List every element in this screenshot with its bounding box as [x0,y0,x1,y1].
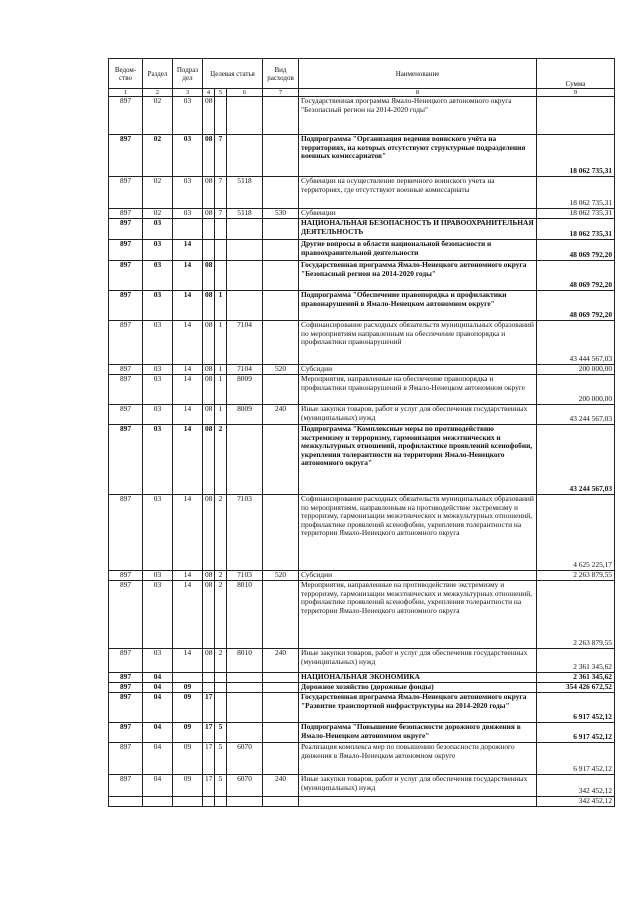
row-subprogram-code: 1 [215,291,227,321]
row-expense-type: 240 [263,649,299,673]
row-subprogram-code: 1 [215,405,227,425]
row-sum: 2 361 345,62 [537,673,615,683]
row-sum: 48 069 792,20 [537,291,615,321]
row-article-code: 7103 [227,495,263,571]
row-name: Субсидии [299,365,537,375]
row-podrazdel: 14 [173,240,203,261]
row-sum: 342 452,12 [537,775,615,797]
row-program-code [203,673,215,683]
row-razdel: 03 [143,365,173,375]
row-subprogram-code: 7 [215,135,227,177]
row-razdel: 03 [143,581,173,649]
row-razdel: 03 [143,375,173,405]
row-name: Софинансирование расходных обязательств муниципальных образований по мероприятиям направленным на обеспечение правопорядка и профилактики правонарушений [299,321,537,365]
row-vedomstvo [109,797,143,807]
row-podrazdel: 09 [173,775,203,797]
row-name: Иные закупки товаров, работ и услуг для обеспечения государственных (муниципальных) нужд [299,405,537,425]
row-name [299,797,537,807]
row-program-code [203,219,215,240]
row-expense-type [263,797,299,807]
row-subprogram-code: 2 [215,581,227,649]
table-row [109,649,615,673]
row-sum: 18 062 735,31 [537,219,615,240]
col-number: 7 [263,89,299,97]
row-vedomstvo: 897 [109,261,143,291]
row-sum: 6 917 452,12 [537,693,615,723]
row-article-code: 6070 [227,743,263,775]
row-podrazdel: 03 [173,97,203,135]
row-subprogram-code [215,97,227,135]
row-subprogram-code [215,219,227,240]
row-article-code: 8009 [227,375,263,405]
table-row [109,219,615,240]
row-article-code [227,723,263,743]
row-name: Мероприятия, направленные на противодействие экстремизму и терроризму, гармонизации межэтнических и межкультурных отношений, профилактике проявлений ксенофобии, укрепления толерантности на территории Ямало-Ненецкого автономного округа [299,581,537,649]
row-subprogram-code [215,797,227,807]
row-podrazdel: 03 [173,177,203,209]
table-row [109,291,615,321]
table-row [109,177,615,209]
row-expense-type: 520 [263,365,299,375]
row-sum: 18 062 735,31 [537,209,615,219]
row-expense-type: 240 [263,405,299,425]
row-podrazdel: 03 [173,135,203,177]
header-razdel: Раздел [143,59,173,89]
row-podrazdel: 09 [173,743,203,775]
row-article-code [227,425,263,495]
row-expense-type [263,135,299,177]
row-podrazdel: 14 [173,495,203,571]
row-vedomstvo: 897 [109,649,143,673]
row-subprogram-code [215,693,227,723]
row-subprogram-code [215,683,227,693]
col-number: 9 [537,89,615,97]
row-name: Софинансирование расходных обязательств муниципальных образований по мероприятиям, направленным на противодействие экстремизму и терроризму, гармонизации межэтнических и межкультурных отношений, профилактике проявлений ксенофобии, укрепления толерантности на территории Ямало-Ненецкого автономного округа [299,495,537,571]
row-vedomstvo: 897 [109,581,143,649]
row-name: Другие вопросы в области национальной безопасности и правоохранительной деятельности [299,240,537,261]
row-article-code [227,673,263,683]
row-article-code [227,219,263,240]
row-podrazdel: 14 [173,291,203,321]
row-subprogram-code: 5 [215,775,227,797]
row-razdel: 04 [143,775,173,797]
row-name: Иные закупки товаров, работ и услуг для обеспечения государственных (муниципальных) нужд [299,775,537,797]
row-expense-type [263,177,299,209]
row-razdel: 04 [143,673,173,683]
row-subprogram-code: 7 [215,177,227,209]
row-program-code: 17 [203,775,215,797]
row-subprogram-code: 1 [215,375,227,405]
col-number: 1 [109,89,143,97]
row-vedomstvo: 897 [109,683,143,693]
row-article-code [227,97,263,135]
table-row [109,797,615,807]
row-sum: 18 062 735,31 [537,177,615,209]
row-name: Государственная программа Ямало-Ненецкого автономного округа "Безопасный регион на 2014-2020 годы" [299,97,537,135]
row-expense-type: 240 [263,775,299,797]
table-row [109,683,615,693]
table-row [109,240,615,261]
table-row [109,405,615,425]
row-program-code: 08 [203,649,215,673]
row-vedomstvo: 897 [109,135,143,177]
row-razdel: 03 [143,425,173,495]
row-expense-type [263,97,299,135]
row-name: НАЦИОНАЛЬНАЯ БЕЗОПАСНОСТЬ И ПРАВООХРАНИТЕЛЬНАЯ ДЕЯТЕЛЬНОСТЬ [299,219,537,240]
row-vedomstvo: 897 [109,405,143,425]
row-sum: 354 426 672,52 [537,683,615,693]
row-sum [537,97,615,135]
row-vedomstvo: 897 [109,375,143,405]
row-sum: 342 452,12 [537,797,615,807]
row-article-code: 7104 [227,321,263,365]
row-article-code: 5118 [227,209,263,219]
row-sum: 2 263 879,55 [537,581,615,649]
row-program-code: 17 [203,723,215,743]
row-sum: 4 625 225,17 [537,495,615,571]
row-vedomstvo: 897 [109,571,143,581]
table-row [109,775,615,797]
row-razdel: 03 [143,219,173,240]
row-program-code: 08 [203,405,215,425]
row-expense-type: 520 [263,571,299,581]
row-name: Подпрограмма "Обеспечение правопорядка и профилактики правонарушений в Ямало-Ненецком автономном округе" [299,291,537,321]
row-program-code: 08 [203,97,215,135]
row-subprogram-code: 1 [215,321,227,365]
row-sum: 43 444 567,03 [537,321,615,365]
row-podrazdel: 14 [173,571,203,581]
table-row [109,723,615,743]
row-podrazdel: 14 [173,405,203,425]
row-vedomstvo: 897 [109,219,143,240]
row-subprogram-code: 7 [215,209,227,219]
row-podrazdel: 09 [173,683,203,693]
row-subprogram-code: 2 [215,571,227,581]
row-vedomstvo: 897 [109,673,143,683]
row-vedomstvo: 897 [109,365,143,375]
budget-table-sheet [108,58,614,807]
row-vedomstvo: 897 [109,291,143,321]
row-sum: 2 263 879,55 [537,571,615,581]
table-row [109,693,615,723]
col-number: 2 [143,89,173,97]
row-expense-type [263,743,299,775]
row-podrazdel: 09 [173,693,203,723]
row-expense-type [263,673,299,683]
row-razdel: 04 [143,723,173,743]
row-razdel: 02 [143,97,173,135]
row-sum: 43 244 567,03 [537,405,615,425]
row-article-code [227,240,263,261]
row-name: Субвенции [299,209,537,219]
row-expense-type [263,495,299,571]
row-expense-type [263,240,299,261]
row-article-code [227,135,263,177]
table-row [109,425,615,495]
row-vedomstvo: 897 [109,97,143,135]
row-podrazdel [173,219,203,240]
header-vedomstvo: Ведом-ство [109,59,143,89]
row-name: НАЦИОНАЛЬНАЯ ЭКОНОМИКА [299,673,537,683]
row-program-code [203,240,215,261]
row-razdel: 03 [143,571,173,581]
column-number-row [109,89,615,97]
row-sum: 48 069 792,20 [537,240,615,261]
row-article-code [227,693,263,723]
row-name: Реализация комплекса мер по повышению безопасности дорожного движения в Ямало-Ненецком автономном округе [299,743,537,775]
row-expense-type [263,291,299,321]
row-article-code [227,291,263,321]
col-number: 6 [227,89,263,97]
row-razdel: 04 [143,743,173,775]
row-expense-type [263,693,299,723]
row-expense-type [263,425,299,495]
header-row [109,59,615,89]
col-number: 8 [299,89,537,97]
row-article-code: 8009 [227,405,263,425]
row-program-code [203,797,215,807]
row-expense-type [263,683,299,693]
row-article-code: 8010 [227,649,263,673]
row-razdel: 03 [143,495,173,571]
row-program-code [203,683,215,693]
row-expense-type [263,321,299,365]
table-row [109,571,615,581]
row-name: Государственная программа Ямало-Ненецкого автономного округа "Безопасный регион на 2014-2020 годы" [299,261,537,291]
row-program-code: 17 [203,743,215,775]
row-article-code: 8010 [227,581,263,649]
row-program-code: 08 [203,291,215,321]
row-sum: 2 361 345,62 [537,649,615,673]
row-name: Иные закупки товаров, работ и услуг для обеспечения государственных (муниципальных) нужд [299,649,537,673]
row-subprogram-code: 2 [215,425,227,495]
row-razdel: 03 [143,405,173,425]
row-article-code [227,261,263,291]
row-podrazdel: 14 [173,365,203,375]
row-razdel: 03 [143,649,173,673]
row-name: Мероприятия, направленные на обеспечение правопорядка и профилактики правонарушений в Ямало-Ненецком автономном округе [299,375,537,405]
row-vedomstvo: 897 [109,177,143,209]
row-razdel: 03 [143,321,173,365]
row-sum: 43 244 567,03 [537,425,615,495]
table-row [109,321,615,365]
row-program-code: 08 [203,135,215,177]
col-number: 5 [215,89,227,97]
row-vedomstvo: 897 [109,743,143,775]
col-number: 4 [203,89,215,97]
row-article-code: 7103 [227,571,263,581]
row-podrazdel [173,797,203,807]
row-razdel: 03 [143,261,173,291]
row-program-code: 08 [203,365,215,375]
table-row [109,581,615,649]
table-row [109,97,615,135]
row-sum: 200 000,00 [537,365,615,375]
row-vedomstvo: 897 [109,425,143,495]
row-name: Субвенции на осуществление первичного воинского учета на территориях, где отсутствуют военные комиссариаты [299,177,537,209]
row-name: Дорожное хозяйство (дорожные фонды) [299,683,537,693]
row-vedomstvo: 897 [109,693,143,723]
row-razdel: 02 [143,209,173,219]
row-program-code: 08 [203,321,215,365]
table-row [109,743,615,775]
row-program-code: 08 [203,425,215,495]
row-podrazdel: 14 [173,321,203,365]
row-subprogram-code: 1 [215,365,227,375]
row-name: Подпрограмма "Повышение безопасности дорожного движения в Ямало-Ненецком автономном округе" [299,723,537,743]
header-expense-type: Вид расходов [263,59,299,89]
row-program-code: 08 [203,177,215,209]
row-program-code: 08 [203,581,215,649]
row-article-code: 5118 [227,177,263,209]
table-row [109,135,615,177]
row-expense-type [263,261,299,291]
row-sum: 18 062 735,31 [537,135,615,177]
col-number: 3 [173,89,203,97]
row-name: Субсидии [299,571,537,581]
row-podrazdel: 03 [173,209,203,219]
row-name: Подпрограмма "Комплексные меры по противодействию экстремизму и терроризму, гармонизация межэтнических и межкультурных отношений, профилактике проявлений ксенофобии, укрепления толерантности на территории Ямало-Ненецкого автономного округа" [299,425,537,495]
row-podrazdel: 14 [173,375,203,405]
row-name: Подпрограмма "Организация ведения воинского учёта на территориях, на которых отсутствуют структурные подразделения военных комиссариатов" [299,135,537,177]
row-podrazdel: 14 [173,425,203,495]
row-vedomstvo: 897 [109,723,143,743]
row-subprogram-code [215,673,227,683]
row-razdel [143,797,173,807]
row-article-code [227,683,263,693]
row-subprogram-code [215,240,227,261]
row-subprogram-code: 5 [215,743,227,775]
row-program-code: 08 [203,375,215,405]
row-podrazdel: 14 [173,581,203,649]
row-podrazdel [173,673,203,683]
row-expense-type [263,723,299,743]
row-program-code: 17 [203,693,215,723]
row-expense-type [263,219,299,240]
row-name: Государственная программа Ямало-Ненецкого автономного округа "Развитие транспортной инфраструктуры на 2014-2020 годы" [299,693,537,723]
row-sum: 48 069 792,20 [537,261,615,291]
row-vedomstvo: 897 [109,209,143,219]
table-row [109,261,615,291]
row-vedomstvo: 897 [109,240,143,261]
header-target-article: Целевая статья [203,59,263,89]
row-sum: 6 917 452,12 [537,743,615,775]
row-expense-type: 530 [263,209,299,219]
header-podrazdel: Подраз дел [173,59,203,89]
row-razdel: 04 [143,693,173,723]
row-podrazdel: 14 [173,649,203,673]
row-expense-type [263,581,299,649]
table-row [109,209,615,219]
row-program-code: 08 [203,261,215,291]
row-podrazdel: 09 [173,723,203,743]
row-razdel: 02 [143,177,173,209]
row-podrazdel: 14 [173,261,203,291]
row-sum: 200 000,00 [537,375,615,405]
header-sum: Сумма [537,59,615,89]
row-razdel: 03 [143,291,173,321]
row-subprogram-code: 5 [215,723,227,743]
row-razdel: 03 [143,240,173,261]
row-subprogram-code: 2 [215,649,227,673]
row-sum: 6 917 452,12 [537,723,615,743]
row-vedomstvo: 897 [109,495,143,571]
header-name: Наименование [299,59,537,89]
budget-table [108,58,615,807]
table-row [109,375,615,405]
row-article-code: 7104 [227,365,263,375]
row-program-code: 08 [203,571,215,581]
row-article-code: 6070 [227,775,263,797]
row-subprogram-code: 2 [215,495,227,571]
row-program-code: 08 [203,495,215,571]
row-vedomstvo: 897 [109,321,143,365]
table-row [109,495,615,571]
row-expense-type [263,375,299,405]
table-row [109,673,615,683]
row-razdel: 04 [143,683,173,693]
row-subprogram-code [215,261,227,291]
table-row [109,365,615,375]
row-program-code: 08 [203,209,215,219]
row-vedomstvo: 897 [109,775,143,797]
row-article-code [227,797,263,807]
row-razdel: 02 [143,135,173,177]
